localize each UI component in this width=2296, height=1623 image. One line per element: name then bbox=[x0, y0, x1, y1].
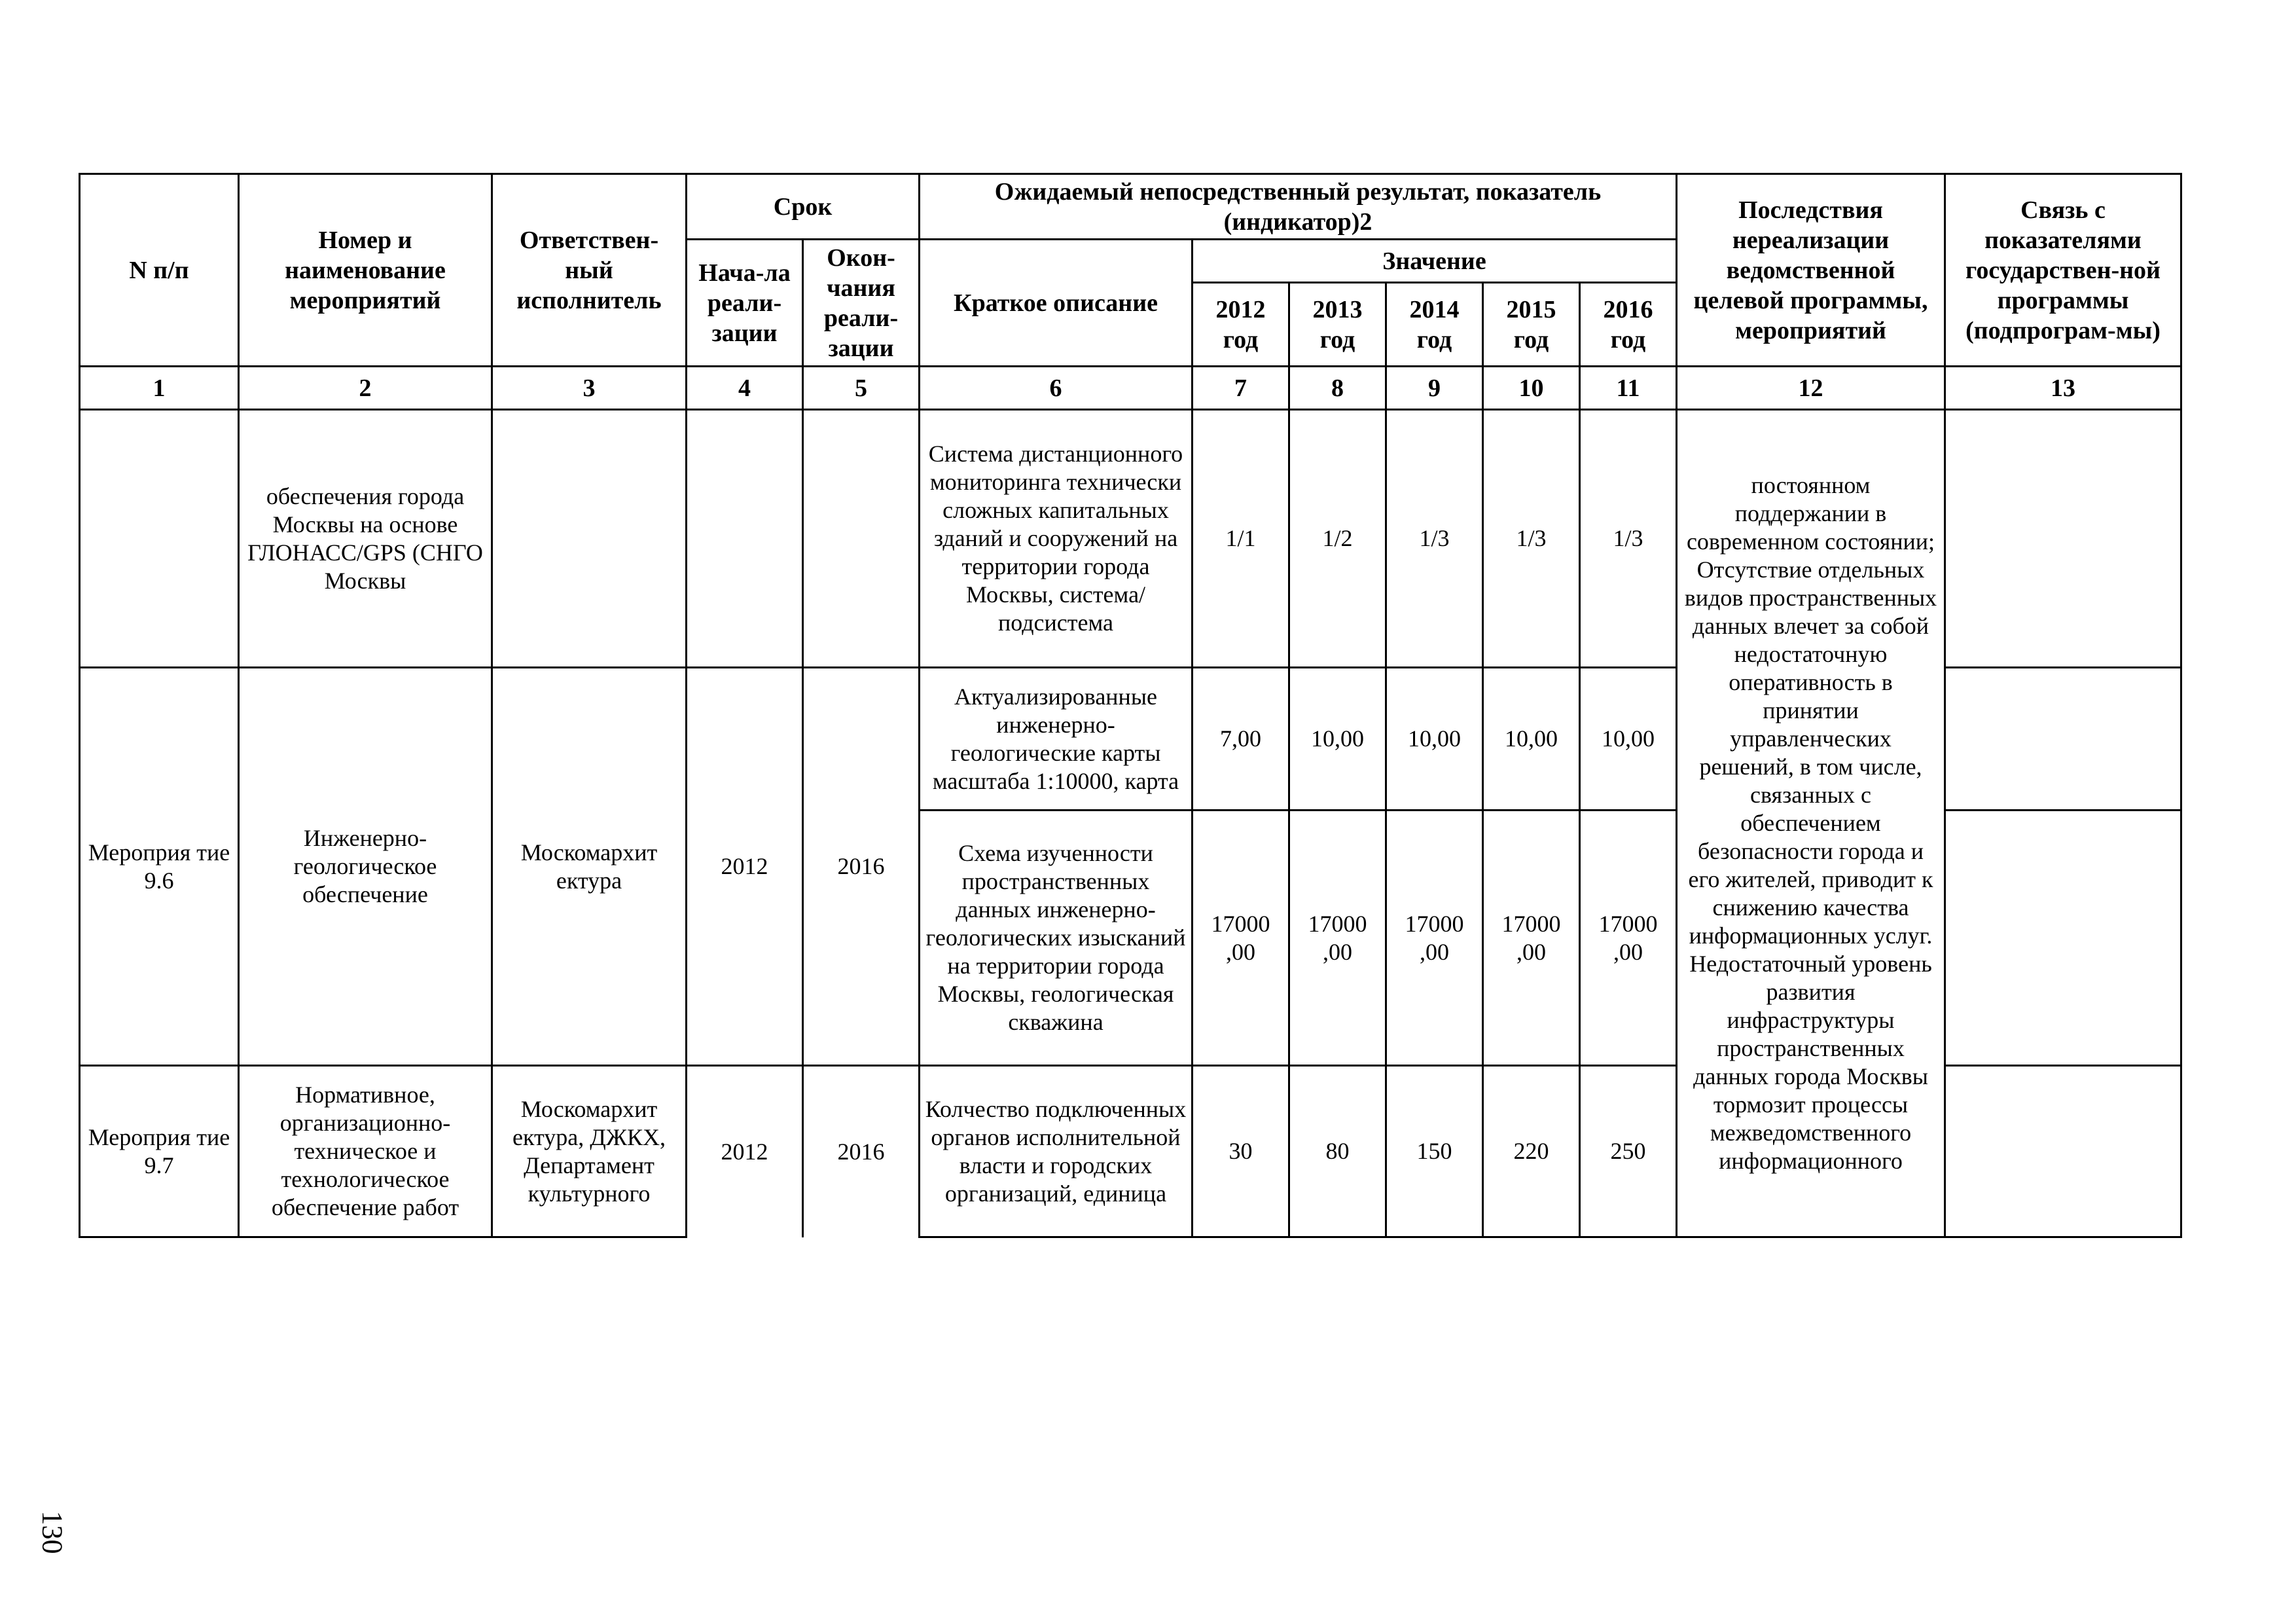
header-year: 2014 год bbox=[1386, 283, 1483, 367]
cell-value: 10,00 bbox=[1289, 668, 1386, 811]
cell-value: 30 bbox=[1193, 1066, 1289, 1237]
cell-value: 17000 ,00 bbox=[1289, 811, 1386, 1066]
cell-num: Мероприя тие 9.7 bbox=[80, 1066, 239, 1237]
cell-link bbox=[1945, 668, 2181, 811]
col-number: 7 bbox=[1193, 367, 1289, 410]
page-number bbox=[33, 1499, 72, 1565]
header-name: Номер и наименование мероприятий bbox=[239, 174, 492, 367]
col-number: 3 bbox=[492, 367, 687, 410]
col-number: 10 bbox=[1483, 367, 1580, 410]
cell-end: 2016 bbox=[803, 668, 920, 1066]
page-number-text: 130 bbox=[36, 1510, 69, 1554]
cell-value: 17000 ,00 bbox=[1483, 811, 1580, 1066]
cell-name: Нормативное, организационно-техническое и технологическое обеспечение работ bbox=[239, 1066, 492, 1237]
cell-desc: Схема изученности пространственных данных инженерно-геологических изысканий на территории города Москвы, геологическая скважина bbox=[920, 811, 1193, 1066]
cell-value: 17000 ,00 bbox=[1386, 811, 1483, 1066]
cell-num bbox=[80, 410, 239, 668]
header-result: Ожидаемый непосредственный результат, показатель (индикатор)2 bbox=[920, 174, 1677, 240]
cell-value: 10,00 bbox=[1580, 668, 1677, 811]
col-number: 2 bbox=[239, 367, 492, 410]
cell-value: 10,00 bbox=[1483, 668, 1580, 811]
cell-num: Мероприя тие 9.6 bbox=[80, 668, 239, 1066]
cell-value: 1/3 bbox=[1483, 410, 1580, 668]
cell-desc: Система дистанционного мониторинга технически сложных капитальных зданий и сооружений на территории города Москвы, система/подсистема bbox=[920, 410, 1193, 668]
header-link: Связь с показателями государствен-ной программы (подпрограм-мы) bbox=[1945, 174, 2181, 367]
col-number: 6 bbox=[920, 367, 1193, 410]
header-term: Срок bbox=[687, 174, 920, 240]
header-num: N п/п bbox=[80, 174, 239, 367]
cell-link bbox=[1945, 1066, 2181, 1237]
col-number: 11 bbox=[1580, 367, 1677, 410]
cell-start: 2012 bbox=[687, 1066, 803, 1237]
cell-value: 220 bbox=[1483, 1066, 1580, 1237]
cell-desc: Актуализированные инженерно-геологические карты масштаба 1:10000, карта bbox=[920, 668, 1193, 811]
header-year: 2013 год bbox=[1289, 283, 1386, 367]
cell-responsible: Москомархит ектура, ДЖКХ, Департамент культурного bbox=[492, 1066, 687, 1237]
table-row bbox=[80, 410, 2181, 668]
col-number: 9 bbox=[1386, 367, 1483, 410]
program-table bbox=[79, 173, 2182, 1238]
header-end: Окон-чания реали-зации bbox=[803, 240, 920, 367]
cell-value: 1/2 bbox=[1289, 410, 1386, 668]
cell-value: 17000 ,00 bbox=[1580, 811, 1677, 1066]
header-brief: Краткое описание bbox=[920, 240, 1193, 367]
cell-name: Инженерно-геологическое обеспечение bbox=[239, 668, 492, 1066]
header-year: 2016 год bbox=[1580, 283, 1677, 367]
cell-desc: Колчество подключенных органов исполнительной власти и городских организаций, единица bbox=[920, 1066, 1193, 1237]
cell-end bbox=[803, 410, 920, 668]
cell-value: 250 bbox=[1580, 1066, 1677, 1237]
cell-value: 150 bbox=[1386, 1066, 1483, 1237]
col-number: 8 bbox=[1289, 367, 1386, 410]
cell-start bbox=[687, 410, 803, 668]
cell-link bbox=[1945, 811, 2181, 1066]
col-number: 5 bbox=[803, 367, 920, 410]
col-number: 13 bbox=[1945, 367, 2181, 410]
cell-value: 80 bbox=[1289, 1066, 1386, 1237]
header-year: 2015 год bbox=[1483, 283, 1580, 367]
cell-end: 2016 bbox=[803, 1066, 920, 1237]
col-number: 12 bbox=[1677, 367, 1945, 410]
col-number: 1 bbox=[80, 367, 239, 410]
header-year: 2012 год bbox=[1193, 283, 1289, 367]
cell-value: 17000 ,00 bbox=[1193, 811, 1289, 1066]
cell-value: 1/3 bbox=[1580, 410, 1677, 668]
cell-value: 7,00 bbox=[1193, 668, 1289, 811]
header-value: Значение bbox=[1193, 240, 1677, 283]
cell-value: 1/1 bbox=[1193, 410, 1289, 668]
header-start: Нача-ла реали-зации bbox=[687, 240, 803, 367]
cell-value: 1/3 bbox=[1386, 410, 1483, 668]
header-consequences: Последствия нереализации ведомственной целевой программы, мероприятий bbox=[1677, 174, 1945, 367]
cell-value: 10,00 bbox=[1386, 668, 1483, 811]
col-number: 4 bbox=[687, 367, 803, 410]
cell-responsible: Москомархит ектура bbox=[492, 668, 687, 1066]
header-responsible: Ответствен-ный исполнитель bbox=[492, 174, 687, 367]
cell-start: 2012 bbox=[687, 668, 803, 1066]
cell-name: обеспечения города Москвы на основе ГЛОНАСС/GPS (СНГО Москвы bbox=[239, 410, 492, 668]
cell-link bbox=[1945, 410, 2181, 668]
cell-responsible bbox=[492, 410, 687, 668]
cell-consequences: постоянном поддержании в современном состоянии; Отсутствие отдельных видов пространственных данных влечет за собой недостаточную оперативность в принятии управленческих решений, в том числе, связанных с обеспечением безопасности города и его жителей, приводит к снижению качества информационных услуг. Недостаточный уровень развития инфраструктуры пространственных данных города Москвы тормозит процессы межведомственного информационного bbox=[1677, 410, 1945, 1237]
